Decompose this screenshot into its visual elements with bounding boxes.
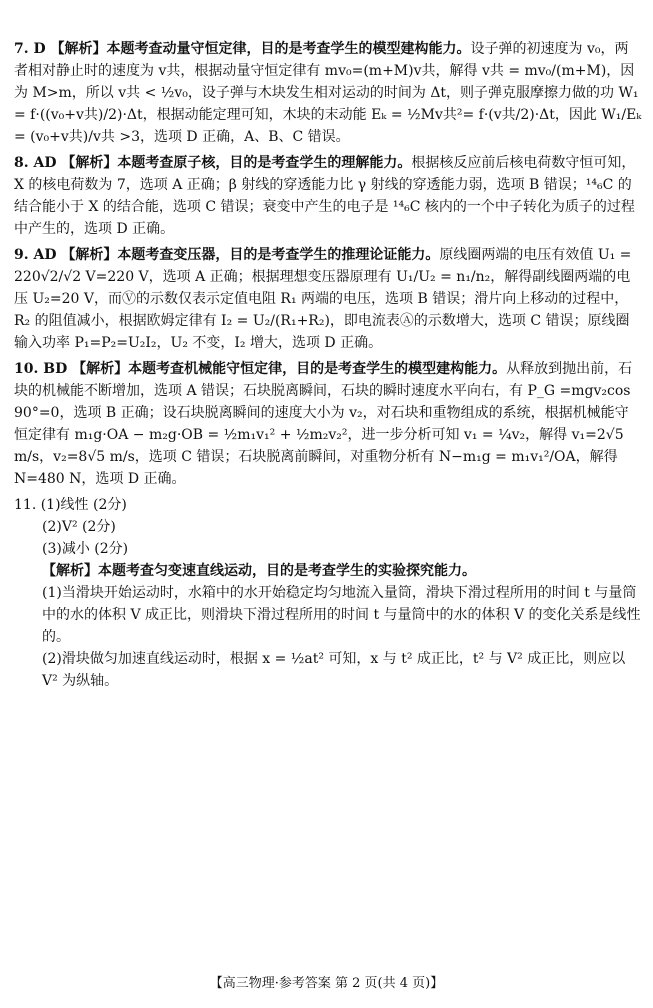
question-11 bbox=[14, 494, 642, 692]
question-10-text bbox=[14, 358, 642, 490]
question-7-body: 设子弹的初速度为 v₀，两者相对静止时的速度为 v共，根据动量守恒定律有 mv₀=(m+M)v共，解得 v共 = mv₀/(m+M)，因为 M>m，所以 v共 < ½v₀，设子弹与木块发生相对运动的时间为 Δt，则子弹克服摩擦力做的功 W₁ = f·((v₀+v共)/2)·Δt，根据动能定理可知，木块的末动能 Eₖ = ½Mv共²= f·(v共/2)·Δt，因此 W₁/Eₖ = (v₀+v共)/v共 >3，选项 D 正确，A、B、C 错误。 bbox=[14, 41, 642, 145]
question-9 bbox=[14, 244, 642, 354]
question-11-answer-1: 11. (1)线性 (2分) bbox=[14, 497, 127, 513]
question-8-body: 根据核反应前后核电荷数守恒可知，X 的核电荷数为 7，选项 A 正确；β 射线的穿透能力比 γ 射线的穿透能力弱，选项 B 错误；¹⁴₆C 的结合能小于 X 的结合能，选项 C 错误；衰变中产生的电子是 ¹⁴₆C 核内的一个中子转化为质子的过程中产生的，选项 D 正确。 bbox=[14, 155, 636, 237]
answer-content bbox=[14, 38, 642, 696]
question-11-analysis-1: (1)当滑块开始运动时，水箱中的水开始稳定均匀地流入量筒，滑块下滑过程所用的时间 t 与量筒中的水的体积 V 成正比，则滑块下滑过程所用的时间 t 与量筒中的水的体积 V 的变化关系是线性的。 bbox=[42, 585, 641, 645]
question-10-head: 10. BD 【解析】本题考查机械能守恒定律，目的是考查学生的模型建构能力。 bbox=[14, 361, 507, 377]
question-8-head: 8. AD 【解析】本题考查原子核，目的是考查学生的理解能力。 bbox=[14, 155, 412, 171]
question-9-head: 9. AD 【解析】本题考查变压器，目的是考查学生的推理论证能力。 bbox=[14, 247, 440, 263]
question-9-body: 原线圈两端的电压有效值 U₁ = 220√2/√2 V=220 V，选项 A 正确；根据理想变压器原理有 U₁/U₂ = n₁/n₂，解得副线圈两端的电压 U₂=20 V，而Ⓥ的示数仅表示定值电阻 R₁ 两端的电压，选项 B 错误；滑片向上移动的过程中，R₂ 的阻值减小，根据欧姆定律有 I₂ = U₂/(R₁+R₂)，即电流表Ⓐ的示数增大，选项 C 错误；原线圈输入功率 P₁=P₂=U₂I₂，U₂ 不变，I₂ 增大，选项 D 正确。 bbox=[14, 247, 632, 351]
page-footer: 【高三物理·参考答案 第 2 页(共 4 页)】 bbox=[209, 976, 444, 991]
question-7-text bbox=[14, 38, 642, 148]
question-7-head: 7. D 【解析】本题考查动量守恒定律，目的是考查学生的模型建构能力。 bbox=[14, 41, 471, 57]
question-7 bbox=[14, 38, 642, 148]
question-9-text bbox=[14, 244, 642, 354]
question-11-answer-3: (3)减小 (2分) bbox=[42, 541, 129, 557]
question-10 bbox=[14, 358, 642, 490]
question-10-body: 从释放到抛出前，石块的机械能不断增加，选项 A 错误；石块脱离瞬间，石块的瞬时速度水平向右，有 P_G =mgv₂cos 90°=0，选项 B 正确；设石块脱离瞬间的速度大小为 v₂，对石块和重物组成的系统，根据机械能守恒定律有 m₁g·OA − m₂g·OB = ½m₁v₁² + ½m₂v₂²，进一步分析可知 v₁ = ¼v₂，解得 v₁=2√5 m/s，v₂=8√5 m/s，选项 C 错误；石块脱离前瞬间，对重物分析有 N−m₁g = m₁v₁²/OA，解得 N=480 N，选项 D 正确。 bbox=[14, 361, 633, 487]
question-11-answer-2: (2)V² (2分) bbox=[42, 519, 116, 535]
question-11-analysis-2: (2)滑块做匀加速直线运动时，根据 x = ½at² 可知，x 与 t² 成正比，t² 与 V² 成正比，则应以 V² 为纵轴。 bbox=[42, 651, 626, 689]
question-11-analysis-head: 【解析】本题考查匀变速直线运动，目的是考查学生的实验探究能力。 bbox=[42, 563, 476, 579]
question-8 bbox=[14, 152, 642, 240]
question-8-text bbox=[14, 152, 642, 240]
